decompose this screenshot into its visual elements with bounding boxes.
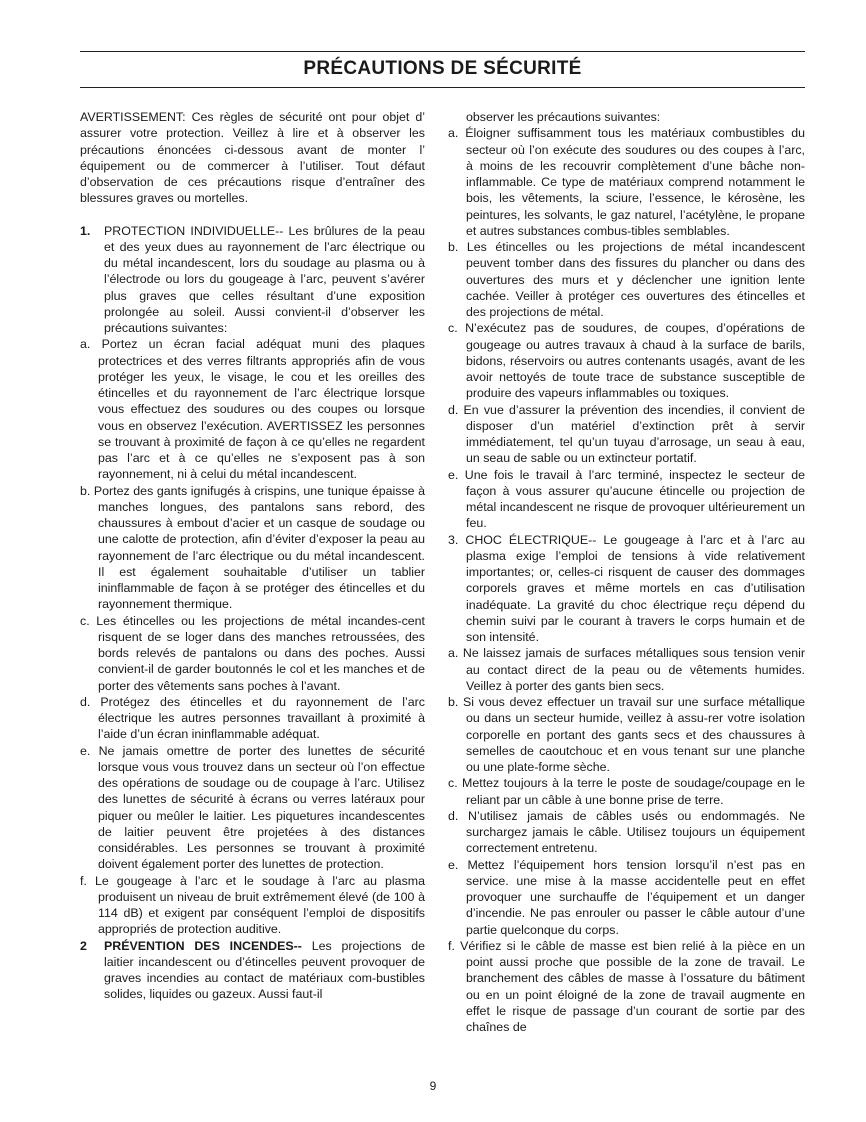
item-3c: c. Mettez toujours à la terre le poste de soudage/coupage en le reliant par un câble à une bonne prise de terre. [448, 776, 805, 807]
page-number: 9 [429, 1079, 437, 1093]
item-2c: c. N’exécutez pas de soudures, de coupes, d’opérations de gougeage ou autres travaux à chaud à la surface de barils, bidons, réservoirs ou autres contenants usagés, avant de les avoir nettoyés de toute trace de substance susceptible de produire des vapeurs inflammables ou toxiques. [448, 321, 805, 401]
item-1e: e. Ne jamais omettre de porter des lunettes de sécurité lorsque vous vous trouvez dans un secteur où l’on effectue des opérations de soudage ou de coupage à l’arc. Utilisez des lunettes de sécurité à écrans ou verres latéraux pour piquer ou meûler le laitier. Les piquetures incandescentes de laitier peuvent être projetées à des distances considérables. Les personnes se trouvant à proximité doivent également porter des lunettes de protection. [80, 743, 425, 872]
item-1c: c. Les étincelles ou les projections de métal incandes-cent risquent de se loger dans des manches retroussées, des bords relevés de pantalons ou dans des poches. Aussi convient-il de garder boutonnés le col et les manches et de porter des vêtements sans poches à l’avant. [80, 613, 425, 693]
page-title: PRÉCAUTIONS DE SÉCURITÉ [303, 58, 582, 79]
section-2-fire-prevention [80, 938, 425, 1003]
item-3d: d. N’utilisez jamais de câbles usés ou endommagés. Ne surchargez jamais le câble. Utilisez toujours un équipement correctement entretenu. [448, 808, 805, 856]
item-1a: a. Portez un écran facial adéquat muni des plaques protectrices et des verres filtrants appropriés afin de vous protéger les yeux, le visage, le cou et les oreilles des étincelles et du rayonnement de l’arc électrique lorsque vous effectuez des soudures ou des coupes ou lorsque vous en observez l’exécution. AVERTISSEZ les personnes se trouvant à proximité de façon à ce qu’elles ne regardent pas l’arc et à ce qu’elles ne s’exposent pas à son rayonnement, ni à celui du métal incandescent. [80, 337, 425, 482]
item-2b: b. Les étincelles ou les projections de métal incandescent peuvent tomber dans des fissures du plancher ou dans des ouvertures des murs et y déclencher une ignition lente cachée. Veiller à protéger ces ouvertures des étincelles et des projections de métal. [448, 240, 805, 319]
item-2d: d. En vue d’assurer la prévention des incendies, il convient de disposer d’un matériel d’extinction prêt à servir immédiatement, tel qu’un tuyau d’arrosage, un seau à eau, un seau de sable ou un extincteur portatif. [448, 402, 805, 466]
section-3-electric-shock: 3. CHOC ÉLECTRIQUE-- Le gougeage à l’arc et à l’arc au plasma exige l’emploi de tensions à vide relativement importantes; or, celles-ci risquent de causer des dommages corporels graves et même mortels en cas d’utilisation inadéquate. La gravité du choc électrique reçu dépend du chemin suivi par le courant à travers le corps humain et de son intensité. [448, 532, 805, 644]
item-1b: b. Portez des gants ignifugés à crispins, une tunique épaisse à manches longues, des pantalons sans rebord, des chaussures à embout d’acier et un casque de soudage ou une calotte de protection, afin d’éviter d’exposer la peau au rayonnement de l’arc électrique ou du métal incandescent. Il est également souhaitable d’utiliser un tablier ininflammable de façon à se protéger des étincelles et du rayonnement thermique. [80, 483, 425, 612]
section-number: 1. [80, 223, 91, 238]
item-3b: b. Si vous devez effectuer un travail sur une surface métallique ou dans un secteur humide, veillez à assu-rer votre isolation corporelle en portant des gants secs et des chaussures à semelles de caoutchouc et en vous tenant sur une planche ou une plate-forme sèche. [448, 695, 805, 774]
right-column [448, 109, 805, 1035]
section-1-personal-protection [80, 223, 425, 337]
section-text: PROTECTION INDIVIDUELLE-- Les brûlures de la peau et des yeux dues au rayonnement de l’arc électrique ou du métal incandescent, lors du soudage au plasma ou à l’électrode ou lors du gougeage à l’arc, peuvent s’avérer plus graves que celles résultant d’une exposition prolongée au soleil. Aussi convient-il d’observer les précautions suivantes: [104, 223, 425, 335]
item-2a: a. Éloigner suffisamment tous les matériaux combustibles du secteur où l’on exécute des soudures ou des coupes à l’arc, à moins de les recouvrir complètement d’une bâche non-inflammable. Ce type de matériaux comprend notamment le bois, les vêtements, la sciure, l’essence, le kérosène, les peintures, les solvants, le gaz naturel, l’acétylène, le propane et autres substances combus-tibles semblables. [448, 126, 805, 238]
spacer [80, 207, 425, 223]
top-rule [80, 51, 805, 52]
left-column [80, 109, 425, 1003]
item-3a: a. Ne laissez jamais de surfaces métalliques sous tension venir au contact direct de la peau ou de vêtements humides. Veillez à porter des gants bien secs. [448, 646, 805, 693]
item-1d: d. Protégez des étincelles et du rayonnement de l’arc électrique les autres personnes travaillant à proximité à l’aide d’un écran ininflammable adéquat. [80, 694, 425, 742]
item-2e: e. Une fois le travail à l’arc terminé, inspectez le secteur de façon à vous assurer qu’aucune étincelle ou projection de métal incandescent ne risque de provoquer ultérieurement un feu. [448, 467, 805, 531]
warning-intro: AVERTISSEMENT: Ces règles de sécurité ont pour objet d’ assurer votre protection. Veillez à lire et à observer les précautions énoncées ci-dessous avant de monter l’ équipement ou de commercer à l’utiliser. Tout défaut d’observation de ces précautions risque d’entraîner des blessures graves ou mortelles. [80, 110, 425, 206]
title-bottom-rule [80, 87, 805, 88]
section-heading: PRÉVENTION DES INCENDES-- [104, 938, 302, 953]
section-number: 2 [80, 938, 87, 953]
section-2-continuation: observer les précautions suivantes: [466, 110, 661, 124]
item-1f: f. Le gougeage à l’arc et le soudage à l’arc au plasma produisent un niveau de bruit extrêmement élevé (de 100 à 114 dB) et exigent par conséquent l’emploi de dispositifs appropriés de protection auditive. [80, 873, 425, 937]
item-3f: f. Vérifiez si le câble de masse est bien relié à la pièce en un point aussi proche que possible de la zone de travail. Le branchement des câbles de masse à l’ossature du bâtiment ou en un point éloigné de la zone de travail augmente en effet le risque de passage d’un courant de sortie par des chaînes de [448, 938, 805, 1034]
item-3e: e. Mettez l’équipement hors tension lorsqu’il n’est pas en service. une mise à la masse accidentelle peut en effet provoquer une surchauffe de l’équipement et un danger d’incendie. Ne pas enrouler ou passer le câble autour d’une partie quelconque du corps. [448, 857, 805, 937]
section-text: Les projections de laitier incandescent ou d’étincelles peuvent provoquer de graves incendies au contact de matériaux com-bustibles solides, liquides ou gazeux. Aussi faut-il [104, 938, 425, 1002]
